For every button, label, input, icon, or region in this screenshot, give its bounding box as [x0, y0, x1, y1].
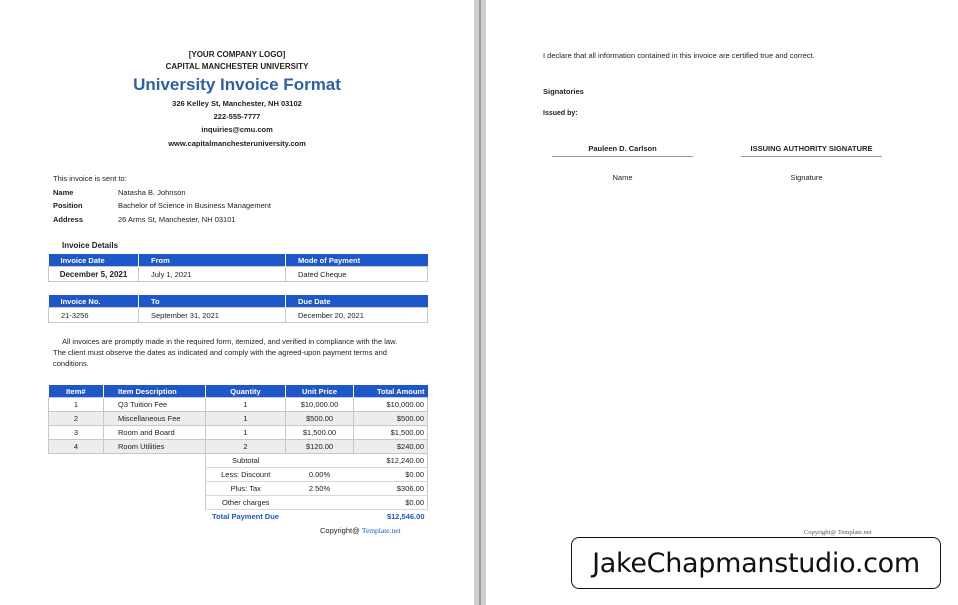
tax-value: $306.00	[354, 482, 428, 496]
header-invoice-date: Invoice Date	[49, 254, 139, 267]
total-row	[49, 510, 428, 524]
page-gutter	[474, 0, 486, 605]
item-quantity: 1	[206, 412, 286, 426]
header-mode-of-payment: Mode of Payment	[286, 254, 428, 267]
item-number: 4	[49, 440, 104, 454]
recipient-address-label: Address	[53, 215, 84, 224]
item-description: Room and Board	[104, 426, 206, 440]
page2-copyright: Copyright@ Template.net	[804, 529, 872, 536]
invoice-date-value: December 5, 2021	[49, 267, 139, 282]
subtotal-value: $12,240.00	[354, 454, 428, 468]
invoice-details-title: Invoice Details	[62, 241, 119, 250]
total-label: Total Payment Due	[212, 512, 279, 521]
item-quantity: 1	[206, 398, 286, 412]
signatories-heading: Signatories	[543, 87, 584, 96]
name-caption: Name	[612, 173, 633, 182]
item-total: $500.00	[354, 412, 428, 426]
university-address: 326 Kelley St, Manchester, NH 03102	[172, 99, 302, 108]
header-invoice-no: Invoice No.	[49, 295, 139, 308]
studio-watermark: JakeChapmanstudio.com	[571, 537, 941, 589]
invoice-dates-table	[48, 254, 428, 282]
item-unit-price: $1,500.00	[286, 426, 354, 440]
notice-line-2: The client must observe the dates as indicated and comply with the agreed-upon payment terms and	[53, 348, 387, 357]
name-signature-line	[552, 156, 693, 157]
recipient-address: 26 Arms St, Manchester, NH 03101	[118, 215, 236, 224]
item-total: $10,000.00	[354, 398, 428, 412]
university-name: CAPITAL MANCHESTER UNIVERSITY	[165, 62, 309, 71]
copyright-notice	[320, 526, 401, 535]
item-number: 2	[49, 412, 104, 426]
item-unit-price: $120.00	[286, 440, 354, 454]
recipient-name: Natasha B. Johnson	[118, 188, 186, 197]
invoice-page-2	[486, 0, 958, 605]
issuing-authority-signature: ISSUING AUTHORITY SIGNATURE	[750, 144, 873, 153]
header-item-number: Item#	[49, 385, 104, 398]
header-to: To	[139, 295, 286, 308]
discount-value: $0.00	[354, 468, 428, 482]
recipient-intro: This invoice is sent to:	[53, 174, 127, 183]
university-website: www.capitalmanchesteruniversity.com	[168, 139, 306, 148]
recipient-position: Bachelor of Science in Business Management	[118, 201, 272, 210]
company-logo-placeholder: [YOUR COMPANY LOGO]	[188, 50, 286, 59]
authority-signature-line	[741, 156, 882, 157]
table-row	[49, 426, 428, 440]
header-total-amount: Total Amount	[354, 385, 428, 398]
issued-by-label: Issued by:	[543, 110, 578, 117]
other-charges-label: Other charges	[206, 496, 286, 510]
signer-name: Pauleen D. Carlson	[588, 144, 657, 153]
item-total: $240.00	[354, 440, 428, 454]
item-total: $1,500.00	[354, 426, 428, 440]
invoice-page-1	[0, 0, 474, 605]
document-title: University Invoice Format	[133, 75, 341, 94]
item-description: Q3 Tuition Fee	[104, 398, 206, 412]
table-row	[49, 398, 428, 412]
copyright-prefix: Copyright@	[320, 526, 360, 535]
discount-row	[49, 468, 428, 482]
declaration-text: I declare that all information contained in this invoice are certified true and correct.	[543, 51, 815, 60]
item-quantity: 2	[206, 440, 286, 454]
item-unit-price: $500.00	[286, 412, 354, 426]
item-number: 3	[49, 426, 104, 440]
header-unit-price: Unit Price	[286, 385, 354, 398]
items-table	[48, 385, 428, 523]
item-number: 1	[49, 398, 104, 412]
other-charges-row	[49, 496, 428, 510]
item-description: Miscellaneous Fee	[104, 412, 206, 426]
total-value: $12,546.00	[386, 512, 425, 521]
notice-line-1: All invoices are promptly made in the required form, itemized, and verified in compliance with the law.	[62, 337, 398, 346]
from-date-value: July 1, 2021	[139, 267, 286, 282]
header-due-date: Due Date	[286, 295, 428, 308]
header-quantity: Quantity	[206, 385, 286, 398]
due-date-value: December 20, 2021	[286, 308, 428, 323]
discount-label: Less: Discount	[206, 468, 286, 482]
header-item-description: Item Description	[104, 385, 206, 398]
subtotal-row	[49, 454, 428, 468]
item-unit-price: $10,000.00	[286, 398, 354, 412]
subtotal-label: Subtotal	[206, 454, 286, 468]
tax-rate: 2.50%	[286, 482, 354, 496]
item-description: Room Utilities	[104, 440, 206, 454]
invoice-number-table	[48, 295, 428, 323]
recipient-name-label: Name	[53, 188, 74, 197]
signature-caption: Signature	[790, 173, 823, 182]
to-date-value: September 31, 2021	[139, 308, 286, 323]
other-charges-value: $0.00	[354, 496, 428, 510]
template-link[interactable]: Template.net	[361, 526, 401, 535]
payment-mode-value: Dated Cheque	[286, 267, 428, 282]
university-email: inquiries@cmu.com	[201, 125, 273, 134]
university-phone: 222-555-7777	[213, 112, 261, 121]
recipient-position-label: Position	[53, 201, 83, 210]
discount-rate: 0.00%	[286, 468, 354, 482]
notice-line-3: conditions.	[53, 359, 89, 368]
tax-row	[49, 482, 428, 496]
table-row	[49, 440, 428, 454]
header-from: From	[139, 254, 286, 267]
table-row	[49, 412, 428, 426]
invoice-number-value: 21-3256	[49, 308, 139, 323]
item-quantity: 1	[206, 426, 286, 440]
tax-label: Plus: Tax	[206, 482, 286, 496]
